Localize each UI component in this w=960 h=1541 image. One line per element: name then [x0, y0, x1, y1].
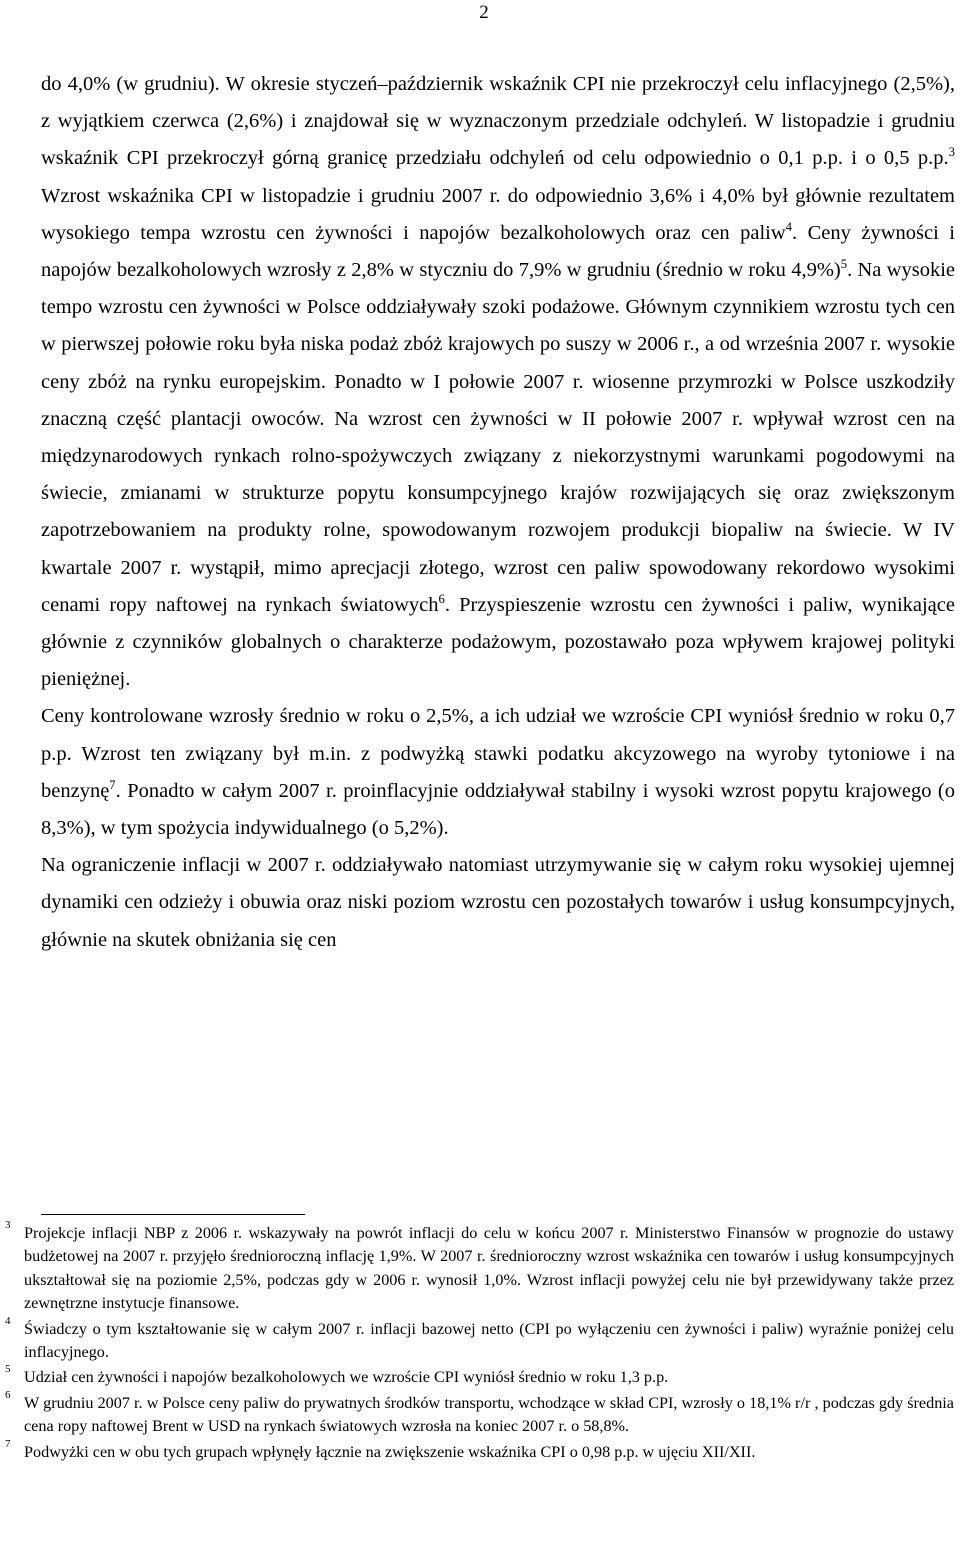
main-text — [41, 66, 955, 959]
footnote-mark: 4 — [5, 1314, 11, 1327]
footnote — [0, 1219, 954, 1316]
footnote-text: Udział cen żywności i napojów bezalkoholowych we wzroście CPI wyniósł średnio w roku 1,3 p.p. — [24, 1368, 669, 1387]
footnote-separator — [41, 1214, 305, 1215]
footnote-mark: 5 — [5, 1363, 11, 1376]
paragraph-1-text-3: . Ceny żywności i napojów bezalkoholowych wzrosły z 2,8% w styczniu do 7,9% w grudniu (średnio w roku 4,9%) — [41, 221, 955, 282]
paragraph-3: Na ograniczenie inflacji w 2007 r. oddziaływało natomiast utrzymywanie się w całym roku wysokiej ujemnej dynamiki cen odzieży i obuwia oraz niski poziom wzrostu cen pozostałych towarów i usług konsumpcyjnych, głównie na skutek obniżania się cen — [41, 854, 955, 951]
footnote-mark: 6 — [5, 1388, 11, 1401]
footnote-mark: 3 — [5, 1219, 11, 1231]
footnote-ref-3[interactable]: 3 — [948, 145, 955, 160]
paragraph-2 — [41, 698, 955, 847]
footnote-ref-6[interactable]: 6 — [438, 592, 445, 607]
footnote — [0, 1388, 954, 1439]
footnote — [0, 1363, 954, 1389]
footnote-mark: 7 — [5, 1437, 11, 1450]
footnote-ref-4[interactable]: 4 — [785, 219, 793, 234]
footnote-text: Świadczy o tym kształtowanie się w całym 2007 r. inflacji bazowej netto (CPI po wyłączeniu cen żywności i paliw) wyraźnie poniżej celu inflacyjnego. — [24, 1319, 954, 1362]
paragraph-1-text-1: do 4,0% (w grudniu). W okresie styczeń–październik wskaźnik CPI nie przekroczył celu inflacyjnego (2,5%), z wyjątkiem czerwca (2,6%) i znajdował się w wyznaczonym przedziale odchyleń. W listopadzie i grudniu wskaźnik CPI przekroczył górną granicę przedziału odchyleń od celu odpowiednio o 0,1 p.p. i o 0,5 p.p. — [41, 73, 955, 170]
footnote-text: Projekcje inflacji NBP z 2006 r. wskazywały na powrót inflacji do celu w końcu 2007 r. Ministerstwo Finansów w prognozie do ustawy budżetowej na 2007 r. przyjęło średnioroczną inflację 1,9%. W 2007 r. średnioroczny wzrost wskaźnika cen towarów i usług konsumpcyjnych ukształtował się na poziomie 2,5%, podczas gdy w 2006 r. wynosił 1,0%. Wzrost inflacji powyżej celu nie był przewidywany także przez zewnętrzne instytucje finansowe. — [24, 1224, 954, 1313]
footnote-text: Podwyżki cen w obu tych grupach wpłynęły łącznie na zwiększenie wskaźnika CPI o 0,98 p.p. w ujęciu XII/XII. — [24, 1442, 756, 1461]
footnote-ref-7[interactable]: 7 — [109, 778, 116, 793]
paragraph-1-text-5: . Przyspieszenie wzrostu cen żywności i paliw, wynikające głównie z czynników globalnych o charakterze podażowym, pozostawało poza wpływem krajowej polityki pieniężnej. — [41, 593, 955, 691]
paragraph-1-text-4: . Na wysokie tempo wzrostu cen żywności w Polsce oddziaływały szoki podażowe. Głównym czynnikiem wzrostu tych cen w pierwszej połowie roku była niska podaż zbóż krajowych po suszy w 2006 r., a od września 2007 r. wysokie ceny zbóż na rynku europejskim. Ponadto w I połowie 2007 r. wiosenne przymrozki w Polsce uszkodziły znaczną część plantacji owoców. Na wzrost cen żywności w II połowie 2007 r. wpływał wzrost cen na międzynarodowych rynkach rolno-spożywczych związany z niekorzystnymi warunkami pogodowymi na świecie, zmianami w strukturze popytu konsumpcyjnego krajów rozwijających się oraz zwiększonym zapotrzebowaniem na produkty rolne, spowodowanym rozwojem produkcji biopaliw na świecie. W IV kwartale 2007 r. wystąpił, mimo aprecjacji złotego, wzrost cen paliw spowodowany rekordowo wysokimi cenami ropy naftowej na rynkach światowych — [41, 259, 955, 616]
paragraph-2-text-2: . Ponadto w całym 2007 r. proinflacyjnie oddziaływał stabilny i wysoki wzrost popytu krajowego (o 8,3%), w tym spożycia indywidualnego (o 5,2%). — [41, 779, 955, 840]
paragraph-2-text-1: Ceny kontrolowane wzrosły średnio w roku o 2,5%, a ich udział we wzroście CPI wyniósł średnio w roku 0,7 p.p. Wzrost ten związany był m.in. z podwyżką stawki podatku akcyzowego na wyroby tytoniowe i na benzynę — [41, 705, 955, 802]
footnote — [0, 1314, 954, 1365]
page-number: 2 — [479, 2, 489, 23]
footnote — [0, 1437, 954, 1464]
footnote-text: W grudniu 2007 r. w Polsce ceny paliw do prywatnych środków transportu, wchodzące w skład CPI, wzrosły o 18,1% r/r , podczas gdy średnia cena ropy naftowej Brent w USD na rynkach światowych wzrosła na koniec 2007 r. o 58,8%. — [24, 1393, 954, 1436]
footnote-ref-5[interactable]: 5 — [840, 257, 848, 272]
footnotes — [0, 1219, 960, 1466]
paragraph-1-text-2: Wzrost wskaźnika CPI w listopadzie i grudniu 2007 r. do odpowiednio 3,6% i 4,0% był głównie rezultatem wysokiego tempa wzrostu cen żywności i napojów bezalkoholowych oraz cen paliw — [41, 184, 955, 244]
paragraph-1 — [41, 66, 955, 698]
